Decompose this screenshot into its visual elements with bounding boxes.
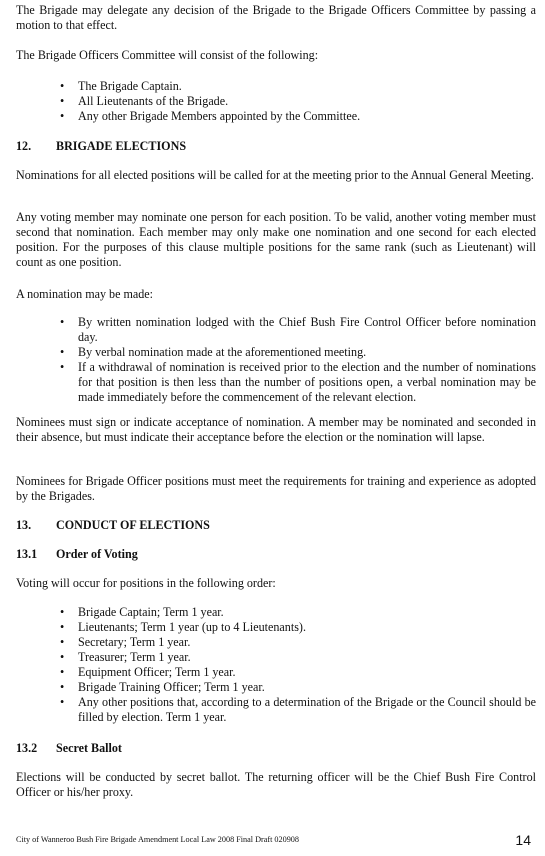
bullet-icon: • (60, 635, 65, 649)
committee-list (60, 79, 545, 124)
list-item: • Treasurer; Term 1 year. (60, 650, 191, 664)
section-heading-13-1: 13.1 Order of Voting (16, 547, 138, 561)
paragraph-secret-ballot: Elections will be conducted by secret ballot. The returning officer will be the Chief Bush Fire Control Officer or his/her proxy. (16, 770, 536, 799)
nomination-list (60, 315, 536, 405)
list-item: • Brigade Training Officer; Term 1 year. (60, 680, 265, 694)
paragraph-nominees-requirements: Nominees for Brigade Officer positions must meet the requirements for training and experience as adopted by the Brigades. (16, 474, 536, 503)
paragraph-order-intro: Voting will occur for positions in the following order: (16, 576, 276, 590)
bullet-icon: • (60, 79, 65, 93)
list-item: • Secretary; Term 1 year. (60, 635, 191, 649)
list-item: • By verbal nomination made at the aforementioned meeting. (60, 345, 367, 359)
bullet-icon: • (60, 360, 65, 374)
paragraph-committee-intro: The Brigade Officers Committee will consist of the following: (16, 48, 319, 62)
list-item: • Any other Brigade Members appointed by the Committee. (60, 109, 361, 123)
voting-order-list (60, 605, 536, 725)
bullet-icon: • (60, 605, 65, 619)
paragraph-nominees-sign: Nominees must sign or indicate acceptance of nomination. A member may be nominated and seconded in their absence, but must indicate their acceptance before the election or the nomination will lapse. (16, 415, 536, 444)
list-item: • All Lieutenants of the Brigade. (60, 94, 229, 108)
bullet-icon: • (60, 109, 65, 123)
bullet-icon: • (60, 680, 65, 694)
list-item: • Equipment Officer; Term 1 year. (60, 665, 236, 679)
paragraph-voting-member: Any voting member may nominate one person for each position. To be valid, another voting member must second that nomination. Each member may only make one nomination and one second for each elected position. For the purposes of this clause multiple positions for the same rank (such as Lieutenant) will count as one position. (16, 210, 536, 269)
section-heading-13-2: 13.2 Secret Ballot (16, 741, 122, 755)
paragraph-nomination-intro: A nomination may be made: (16, 287, 154, 301)
list-item: • Lieutenants; Term 1 year (up to 4 Lieutenants). (60, 620, 306, 634)
list-item: • Any other positions that, according to a determination of the Brigade or the Council should be filled by election. Term 1 year. (60, 695, 536, 724)
list-item: • By written nomination lodged with the Chief Bush Fire Control Officer before nomination day. (60, 315, 536, 344)
bullet-icon: • (60, 345, 65, 359)
bullet-icon: • (60, 315, 65, 329)
list-item: • The Brigade Captain. (60, 79, 182, 93)
list-item: • If a withdrawal of nomination is received prior to the election and the number of nominations for that position is then less than the number of positions open, a verbal nomination may be made immediately before the commencement of the relevant election. (60, 360, 536, 404)
list-item: • Brigade Captain; Term 1 year. (60, 605, 224, 619)
section-heading-13: 13. CONDUCT OF ELECTIONS (16, 518, 210, 532)
bullet-icon: • (60, 620, 65, 634)
bullet-icon: • (60, 94, 65, 108)
bullet-icon: • (60, 650, 65, 664)
bullet-icon: • (60, 665, 65, 679)
paragraph-delegation: The Brigade may delegate any decision of the Brigade to the Brigade Officers Committee by passing a motion to that effect. (16, 3, 536, 32)
bullet-icon: • (60, 695, 65, 709)
page-footer: City of Wanneroo Bush Fire Brigade Amendment Local Law 2008 Final Draft 020908 (16, 835, 299, 844)
paragraph-nominations: Nominations for all elected positions will be called for at the meeting prior to the Annual General Meeting. (16, 168, 534, 182)
page-number: 14 (515, 832, 531, 848)
section-heading-12: 12. BRIGADE ELECTIONS (16, 139, 187, 153)
